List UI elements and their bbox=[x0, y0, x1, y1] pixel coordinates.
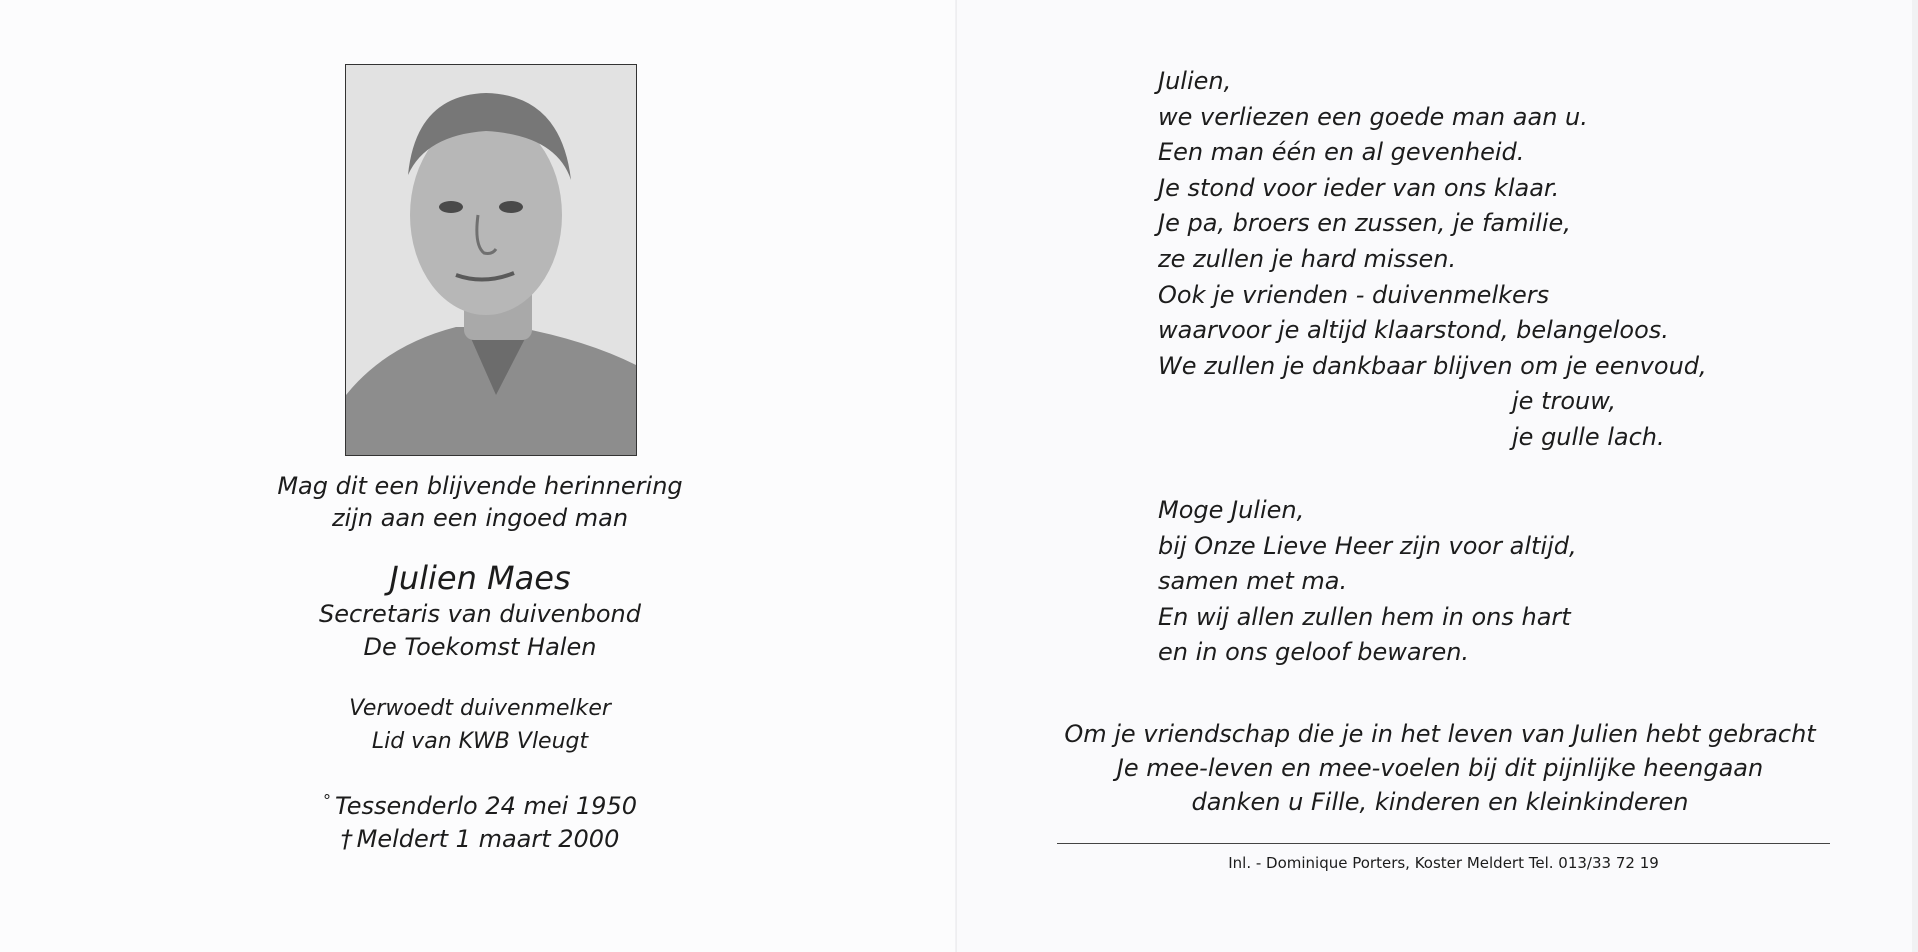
memento-line: zijn aan een ingoed man bbox=[331, 504, 629, 532]
memento-text bbox=[240, 470, 720, 534]
thanks-line: Je mee-leven en mee-voelen bij dit pijnlijke heengaan bbox=[1116, 754, 1764, 782]
poem-stanza-1 bbox=[1158, 64, 1778, 456]
poem-stanza-2 bbox=[1158, 493, 1778, 671]
card-edge bbox=[1912, 0, 1918, 952]
titles bbox=[240, 598, 720, 664]
poem-line: Je stond voor ieder van ons klaar. bbox=[1158, 173, 1560, 202]
printer-info: Inl. - Dominique Porters, Koster Meldert Tel. 013/33 72 19 bbox=[1228, 854, 1659, 872]
left-panel bbox=[0, 0, 957, 952]
portrait-illustration bbox=[346, 65, 636, 455]
poem-line: Moge Julien, bbox=[1158, 496, 1305, 524]
poem-line: Een man één en al gevenheid. bbox=[1158, 138, 1525, 167]
deceased-name: Julien Maes bbox=[389, 559, 571, 597]
thanks-text bbox=[1040, 717, 1840, 819]
poem-line: waarvoor je altijd klaarstond, belangeloos. bbox=[1158, 316, 1669, 345]
birth-symbol: ° bbox=[323, 791, 331, 810]
extra-line: Verwoedt duivenmelker bbox=[349, 696, 611, 721]
extra-line: Lid van KWB Vleugt bbox=[371, 729, 589, 754]
portrait-photo bbox=[345, 64, 637, 456]
death-line bbox=[240, 823, 720, 856]
poem-line: ze zullen je hard missen. bbox=[1158, 244, 1457, 273]
birth-text: Tessenderlo 24 mei 1950 bbox=[335, 792, 637, 820]
poem-line: En wij allen zullen hem in ons hart bbox=[1158, 602, 1571, 631]
death-symbol: † bbox=[340, 825, 353, 853]
thanks-line: danken u Fille, kinderen en kleinkinderen bbox=[1191, 788, 1689, 816]
poem-line: Ook je vrienden - duivenmelkers bbox=[1158, 280, 1550, 309]
poem-line: Julien, bbox=[1158, 67, 1232, 95]
dates bbox=[240, 784, 720, 856]
poem-line: samen met ma. bbox=[1158, 567, 1348, 596]
poem-line-indented: je trouw, bbox=[1512, 387, 1616, 416]
thanks-line: Om je vriendschap die je in het leven van Julien hebt gebracht bbox=[1064, 720, 1816, 748]
title-line: De Toekomst Halen bbox=[363, 633, 597, 661]
poem-line: we verliezen een goede man aan u. bbox=[1158, 102, 1588, 131]
death-text: Meldert 1 maart 2000 bbox=[356, 825, 620, 853]
memento-line: Mag dit een blijvende herinnering bbox=[277, 472, 683, 500]
divider-line bbox=[1057, 843, 1830, 844]
poem-line: Je pa, broers en zussen, je familie, bbox=[1158, 209, 1571, 238]
poem-line-indented: je gulle lach. bbox=[1512, 422, 1665, 451]
title-line: Secretaris van duivenbond bbox=[318, 600, 642, 628]
birth-line bbox=[240, 784, 720, 823]
poem-line: bij Onze Lieve Heer zijn voor altijd, bbox=[1158, 531, 1577, 560]
extra-info bbox=[240, 692, 720, 758]
poem-line: en in ons geloof bewaren. bbox=[1158, 638, 1470, 667]
poem-line: We zullen je dankbaar blijven om je eenvoud, bbox=[1158, 351, 1707, 380]
